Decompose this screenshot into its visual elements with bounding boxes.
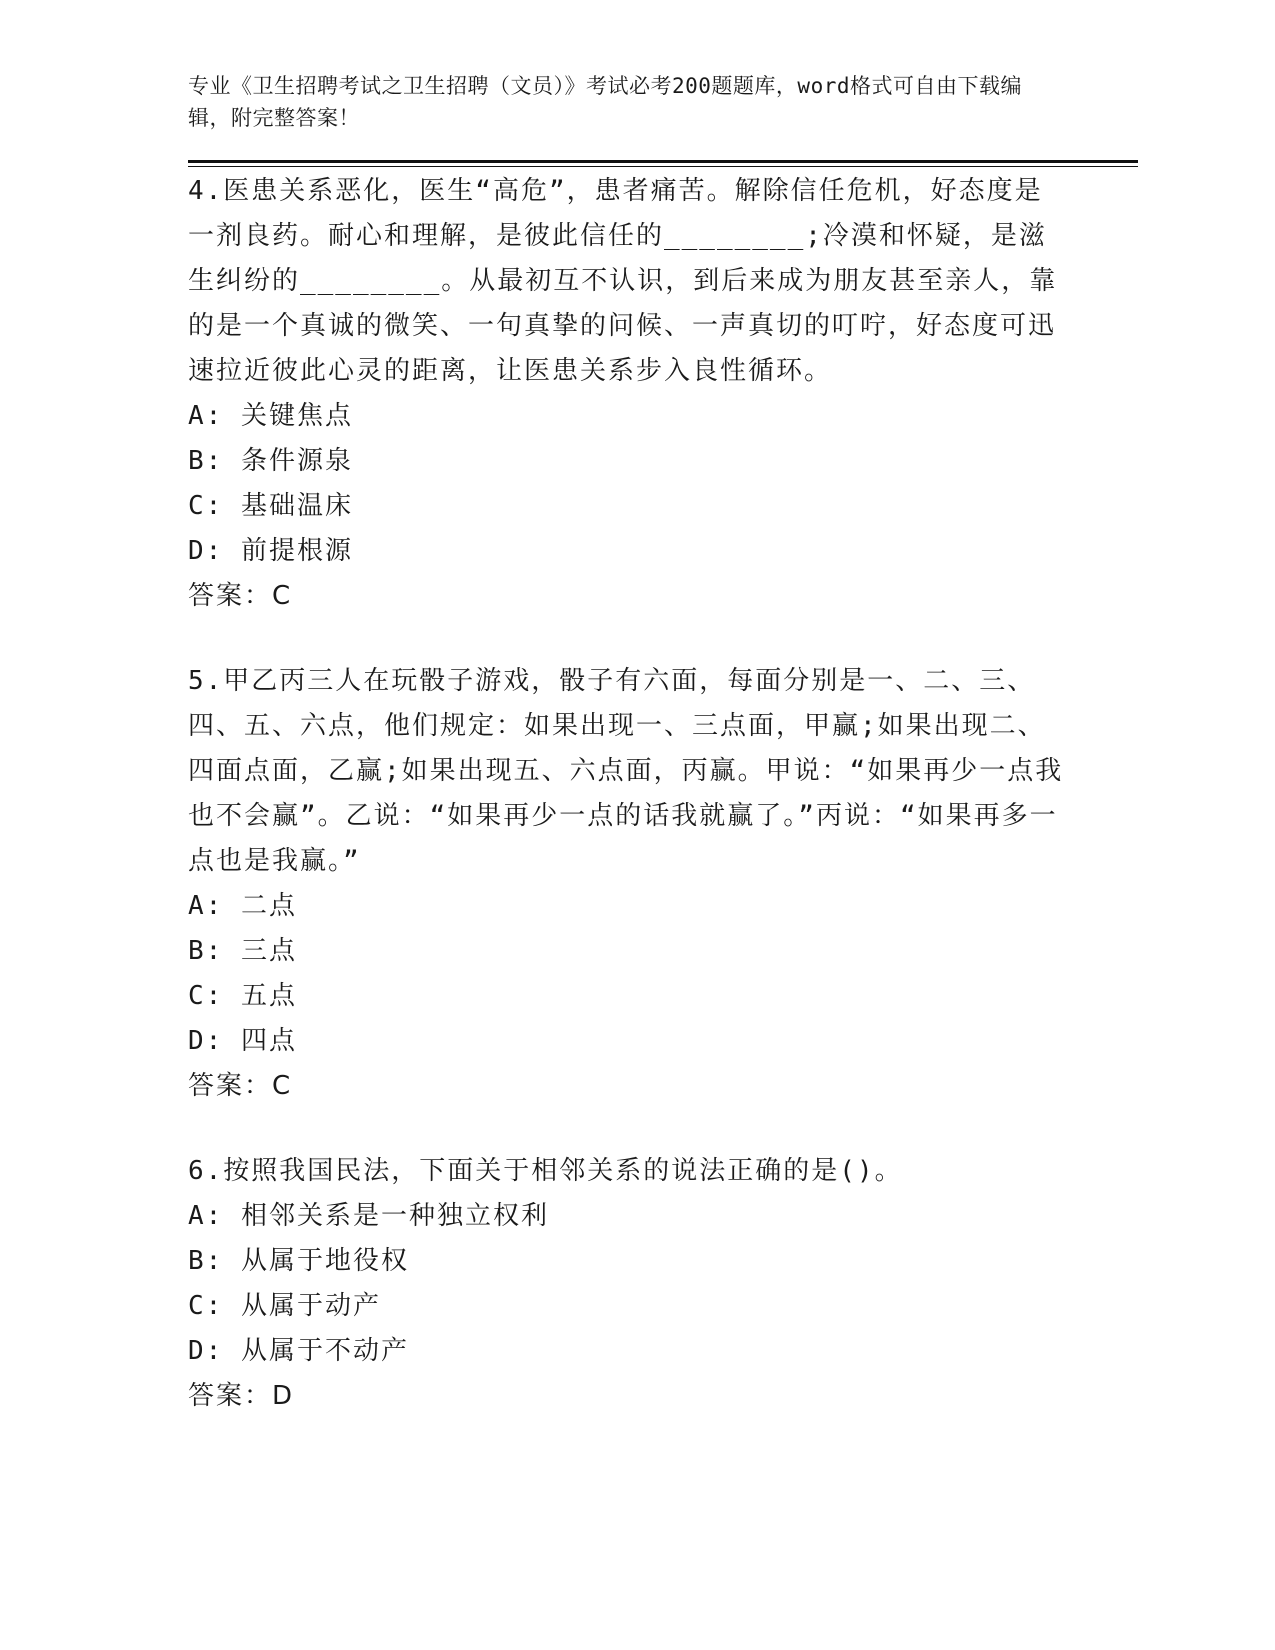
question-6 xyxy=(188,1149,1138,1419)
option-b: B: 三点 xyxy=(188,936,297,966)
document-header: 专业《卫生招聘考试之卫生招聘（文员）》考试必考200题题库，word格式可自由下载编辑，附完整答案！ xyxy=(188,74,1022,130)
option-b: B: 从属于地役权 xyxy=(188,1246,409,1276)
option-a: A: 关键焦点 xyxy=(188,401,353,431)
option-d: D: 从属于不动产 xyxy=(188,1336,409,1366)
header-divider xyxy=(188,160,1138,167)
document-page xyxy=(188,70,1138,1419)
question-5 xyxy=(188,659,1138,1109)
question-4 xyxy=(188,169,1138,619)
option-c: C: 基础温床 xyxy=(188,491,353,521)
answer-label: 答案：C xyxy=(188,1071,293,1101)
option-a: A: 二点 xyxy=(188,891,297,921)
option-d: D: 前提根源 xyxy=(188,536,353,566)
question-spacer xyxy=(188,1109,1138,1149)
answer-label: 答案：C xyxy=(188,581,293,611)
option-c: C: 五点 xyxy=(188,981,297,1011)
option-a: A: 相邻关系是一种独立权利 xyxy=(188,1201,549,1231)
option-b: B: 条件源泉 xyxy=(188,446,353,476)
divider-thick-line xyxy=(188,160,1138,163)
question-spacer xyxy=(188,619,1138,659)
option-c: C: 从属于动产 xyxy=(188,1291,381,1321)
option-d: D: 四点 xyxy=(188,1026,297,1056)
question-stem: 6.按照我国民法，下面关于相邻关系的说法正确的是()。 xyxy=(188,1156,903,1186)
question-stem: 5.甲乙丙三人在玩骰子游戏，骰子有六面，每面分别是一、二、三、四、五、六点，他们规定：如果出现一、三点面，甲赢;如果出现二、四面点面，乙赢;如果出现五、六点面，丙赢。甲说：“如果再少一点我也不会赢”。乙说：“如果再少一点的话我就赢了。”丙说：“如果再多一点也是我赢。” xyxy=(188,666,1064,876)
answer-label: 答案：D xyxy=(188,1381,295,1411)
question-stem: 4.医患关系恶化，医生“高危”，患者痛苦。解除信任危机，好态度是一剂良药。耐心和理解，是彼此信任的________;冷漠和怀疑，是滋生纠纷的________。从最初互不认识，到后来成为朋友甚至亲人，靠的是一个真诚的微笑、一句真挚的问候、一声真切的叮咛，好态度可迅速拉近彼此心灵的距离，让医患关系步入良性循环。 xyxy=(188,176,1058,386)
